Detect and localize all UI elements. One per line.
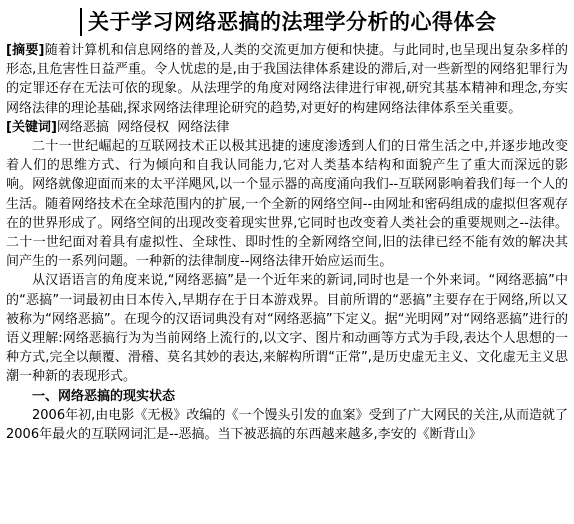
section-heading-1: 一、网络恶搞的现实状态 <box>32 388 176 404</box>
document-title: 关于学习网络恶搞的法理学分析的心得体会 <box>88 9 497 34</box>
document-body <box>6 41 568 444</box>
text-cursor <box>80 8 82 36</box>
body-paragraph-1: 二十一世纪崛起的互联网技术正以极其迅捷的速度渗透到人们的日常生活之中,并逐步地改变着人们的思维方式、行为倾向和自我认同能力,它对人类基本结构和面貌产生了重大而深远的影响。网络就像迎面而来的太平洋飓风,以一个显示器的高度涌向我们--互联网影响着我们每一个人的生活。随着网络技术在全球范围内的扩展,一个全新的网络空间--由网址和密码组成的虚拟但客观存在的世界形成了。网络空间的出现改变着现实世界,它同时也改变着人类社会的重要规则之--法律。二十一世纪面对着具有虚拟性、全球性、即时性的全新网络空间,旧的法律已经不能有效的解决其间产生的一系列问题。一种新的法律制度--网络法律开始应运而生。 <box>6 139 568 270</box>
keywords-text: 网络恶搞 网络侵权 网络法律 <box>56 119 230 135</box>
abstract-text: 随着计算机和信息网络的普及,人类的交流更加方便和快捷。与此同时,也呈现出复杂多样的形态,且危害性日益严重。令人忧虑的是,由于我国法律体系建设的滞后,对一些新型的网络犯罪行为的定罪还存在无法可依的现象。从法理学的角度对网络法律进行审视,研究其基本精神和理念,夯实网络法律的理论基础,探求网络法律理论研究的趋势,对更好的构建网络法律体系至关重要。 <box>6 43 569 116</box>
keywords-paragraph <box>6 118 568 137</box>
body-paragraph-3: 2006年初,由电影《无极》改编的《一个馒头引发的血案》受到了广大网民的关注,从而造就了2006年最火的互联网词汇是--恶搞。当下被恶搞的东西越来越多,李安的《断背山》 <box>6 407 568 443</box>
body-paragraph-2: 从汉语语言的角度来说,“网络恶搞”是一个近年来的新词,同时也是一个外来词。“网络恶搞”中的“恶搞”一词最初由日本传入,早期存在于日本游戏界。目前所谓的“恶搞”主要存在于网络,所以又被称为“网络恶搞”。在现今的汉语词典没有对“网络恶搞”下定义。据“光明网”对“网络恶搞”进行的语义理解:网络恶搞行为为当前网络上流行的,以文字、图片和动画等方式为手段,表达个人思想的一种方式,完全以颠覆、滑稽、莫名其妙的表达,来解构所谓“正常”,是历史虚无主义、文化虚无主义思潮一种新的表现形式。 <box>6 273 568 385</box>
abstract-tag: [摘要] <box>6 43 45 58</box>
keywords-tag: [关键词] <box>6 119 57 135</box>
abstract-paragraph <box>6 41 568 118</box>
